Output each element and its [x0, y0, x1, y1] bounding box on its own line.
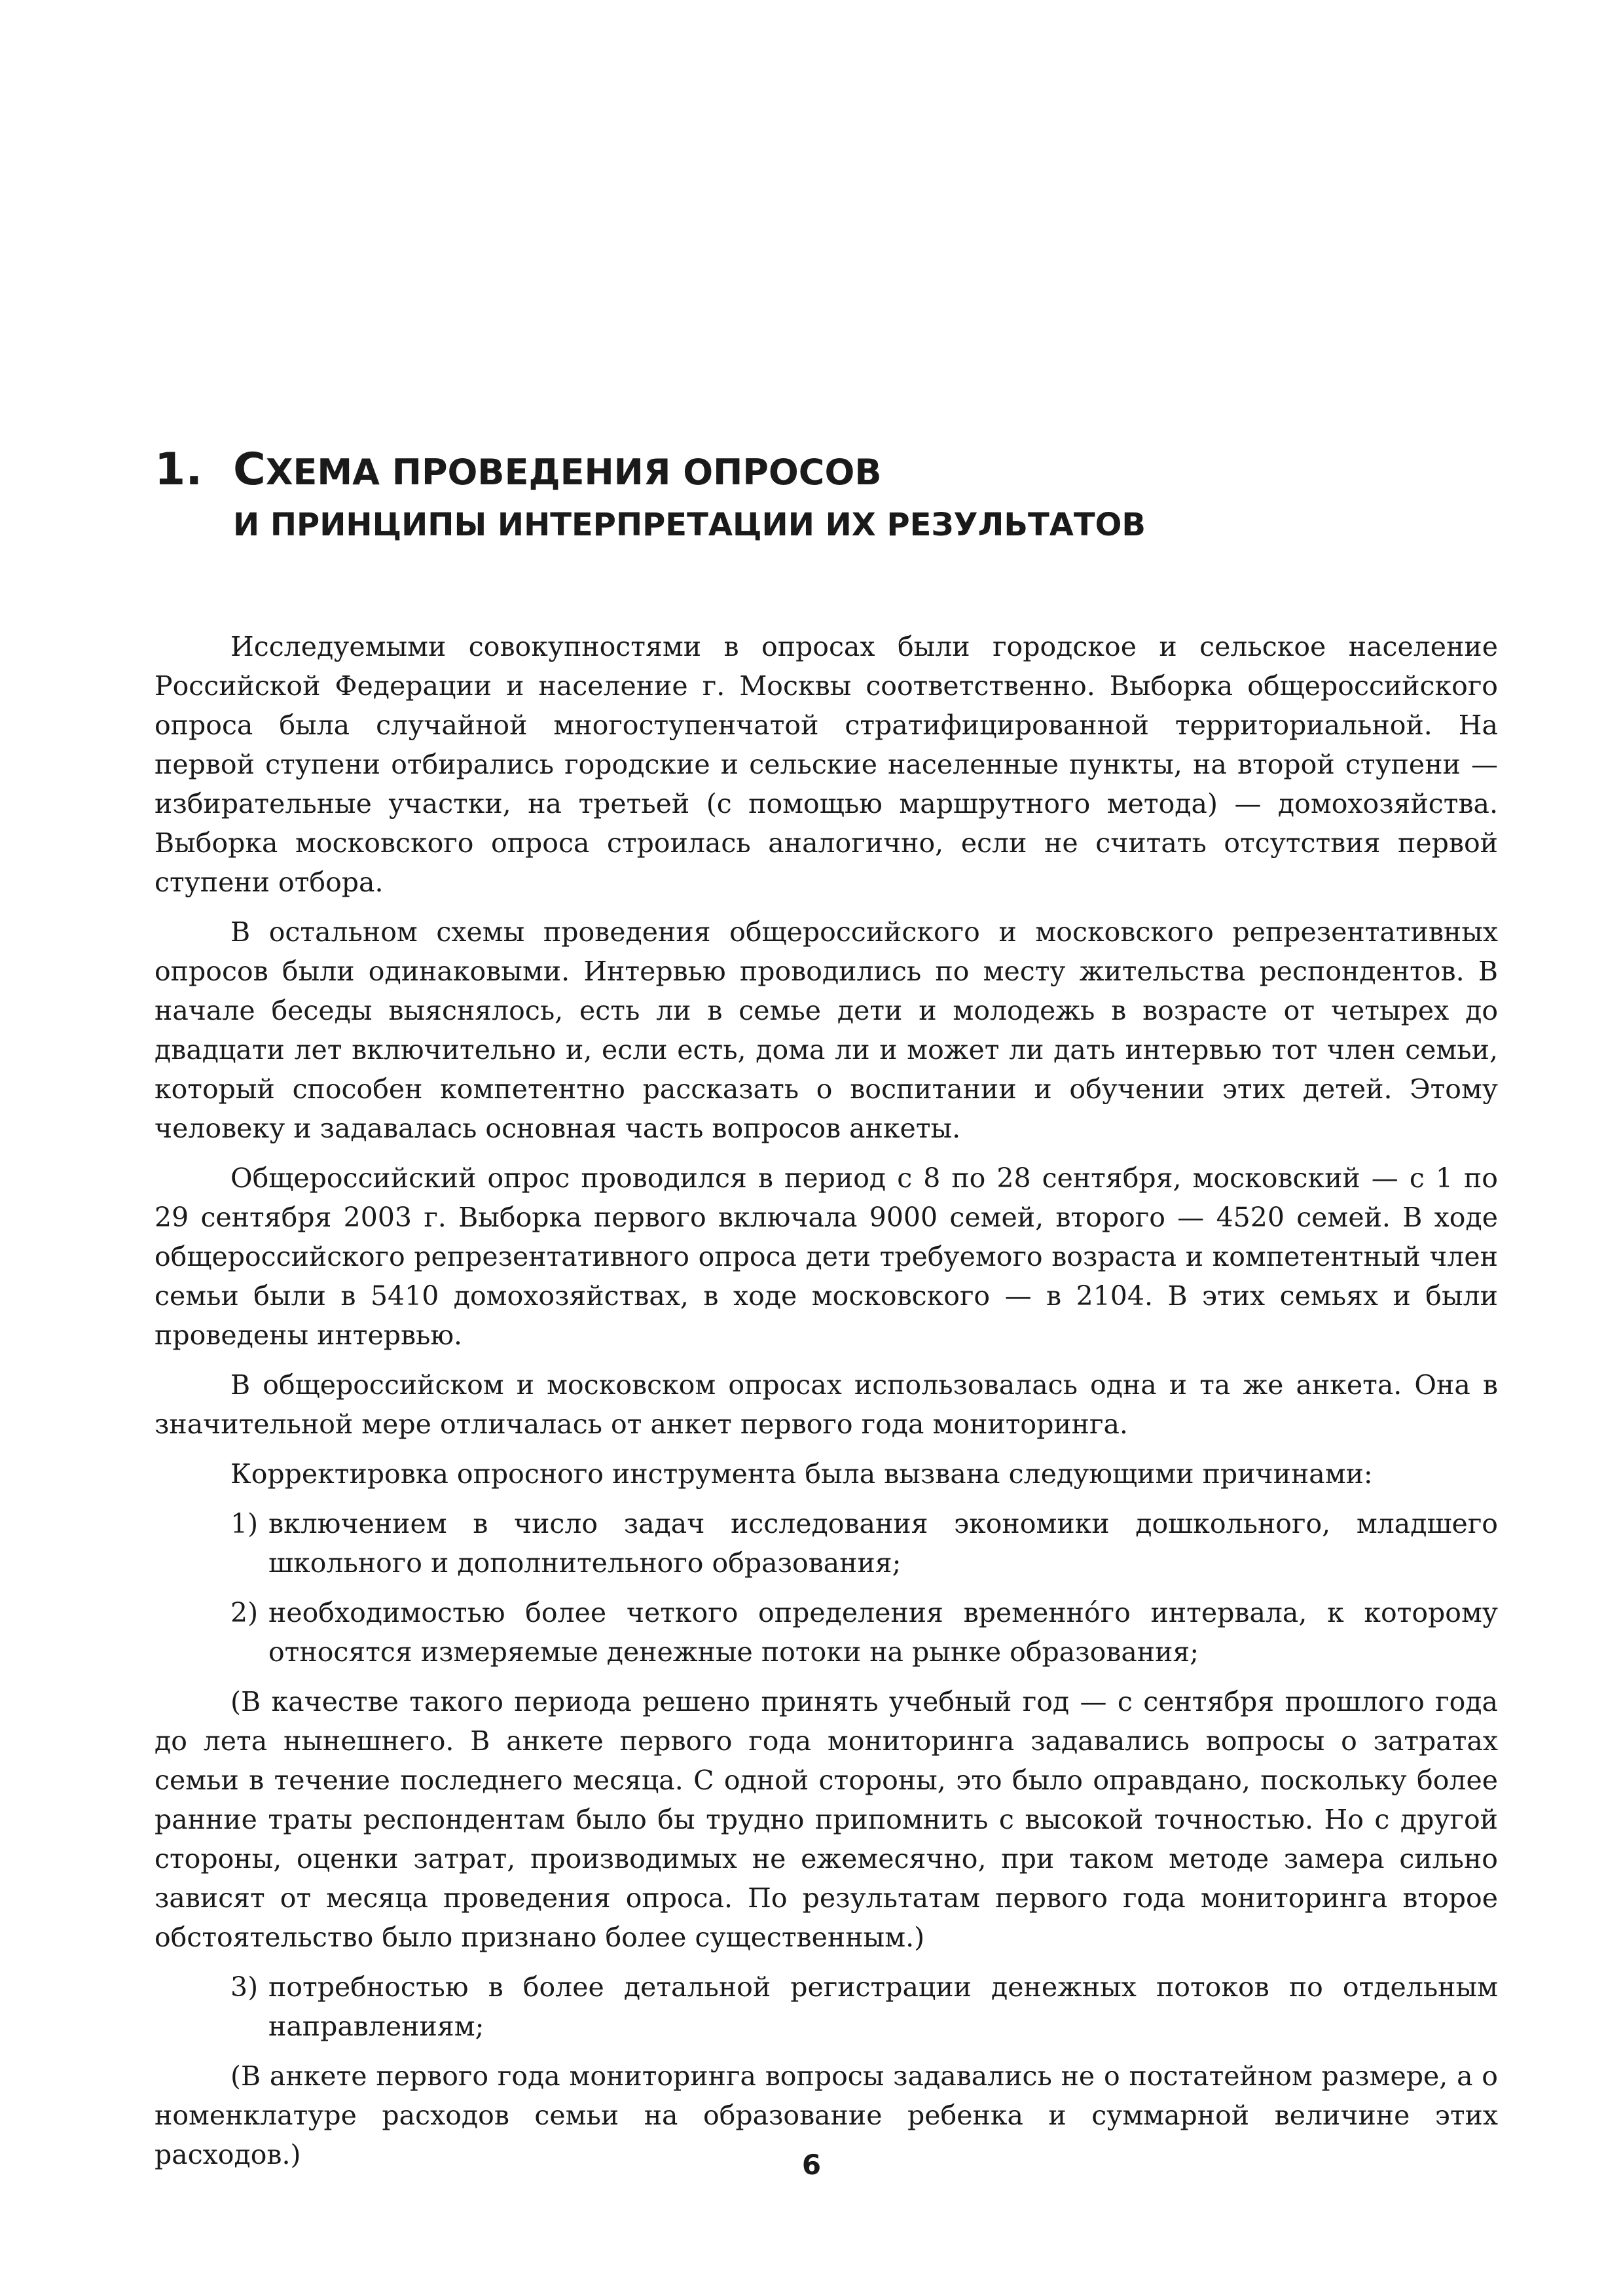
- list-item-text: необходимостью более четкого определения временнóго интервала, к которому относятся измеряемые денежные потоки на рынке образования;: [268, 1597, 1498, 1668]
- list-item: [155, 1504, 1498, 1583]
- note-paragraph: (В анкете первого года мониторинга вопросы задавались не о постатейном размере, а о номенклатуре расходов семьи на образование ребенка и суммарной величине этих расходов.): [155, 2060, 1498, 2170]
- section-number: 1.: [155, 444, 203, 495]
- section-title-line-1: [233, 445, 882, 497]
- page-number: 6: [801, 2149, 822, 2181]
- section-title-line-2: И ПРИНЦИПЫ ИНТЕРПРЕТАЦИИ ИХ РЕЗУЛЬТАТОВ: [233, 507, 1146, 543]
- section-title-line-1-rest: ХЕМА ПРОВЕДЕНИЯ ОПРОСОВ: [265, 452, 882, 493]
- list-item: [155, 1967, 1498, 2046]
- section-title-initial: С: [233, 444, 266, 495]
- list-marker: 1): [230, 1508, 259, 1539]
- paragraph: Корректировка опросного инструмента была вызвана следующими причинами:: [230, 1458, 1373, 1490]
- list-marker: 3): [230, 1971, 259, 2003]
- list-marker: 2): [230, 1597, 259, 1628]
- paragraph: Общероссийский опрос проводился в период с 8 по 28 сентября, московский — с 1 по 29 сентября 2003 г. Выборка первого включала 9000 семей, второго — 4520 семей. В ходе общероссийского репрезентативного опроса дети требуемого возраста и компетентный член семьи были в 5410 домохозяйствах, в ходе московского — в 2104. В этих семьях и были проведены интервью.: [155, 1162, 1498, 1351]
- list-item-text: потребностью в более детальной регистрации денежных потоков по отдельным направлениям;: [268, 1971, 1498, 2042]
- list-item-text: включением в число задач исследования экономики дошкольного, младшего школьного и дополнительного образования;: [268, 1508, 1498, 1579]
- note-paragraph: (В качестве такого периода решено принять учебный год — с сентября прошлого года до лета нынешнего. В анкете первого года мониторинга задавались вопросы о затратах семьи в течение последнего месяца. С одной стороны, это было оправдано, поскольку более ранние траты респондентам было бы трудно припомнить с высокой точностью. Но с другой стороны, оценки затрат, производимых не ежемесячно, при таком методе замера сильно зависят от месяца проведения опроса. По результатам первого года мониторинга второе обстоятельство было признано более существенным.): [155, 1686, 1498, 1953]
- paragraph: Исследуемыми совокупностями в опросах были городское и сельское население Российской Федерации и население г. Москвы соответственно. Выборка общероссийского опроса была случайной многоступенчатой стратифицированной территориальной. На первой ступени отбирались городские и сельские населенные пункты, на второй ступени — избирательные участки, на третьей (с помощью маршрутного метода) — домохозяйства. Выборка московского опроса строилась аналогично, если не считать отсутствия первой ступени отбора.: [155, 631, 1498, 898]
- paragraph: В остальном схемы проведения общероссийского и московского репрезентативных опросов были одинаковыми. Интервью проводились по месту жительства респондентов. В начале беседы выяснялось, есть ли в семье дети и молодежь в возрасте от четырех до двадцати лет включительно и, если есть, дома ли и может ли дать интервью тот член семьи, который способен компетентно рассказать о воспитании и обучении этих детей. Этому человеку и задавалась основная часть вопросов анкеты.: [155, 916, 1498, 1144]
- paragraph: В общероссийском и московском опросах использовалась одна и та же анкета. Она в значительной мере отличалась от анкет первого года мониторинга.: [155, 1369, 1498, 1440]
- body-text: [155, 627, 1498, 2185]
- list-item: [155, 1593, 1498, 1672]
